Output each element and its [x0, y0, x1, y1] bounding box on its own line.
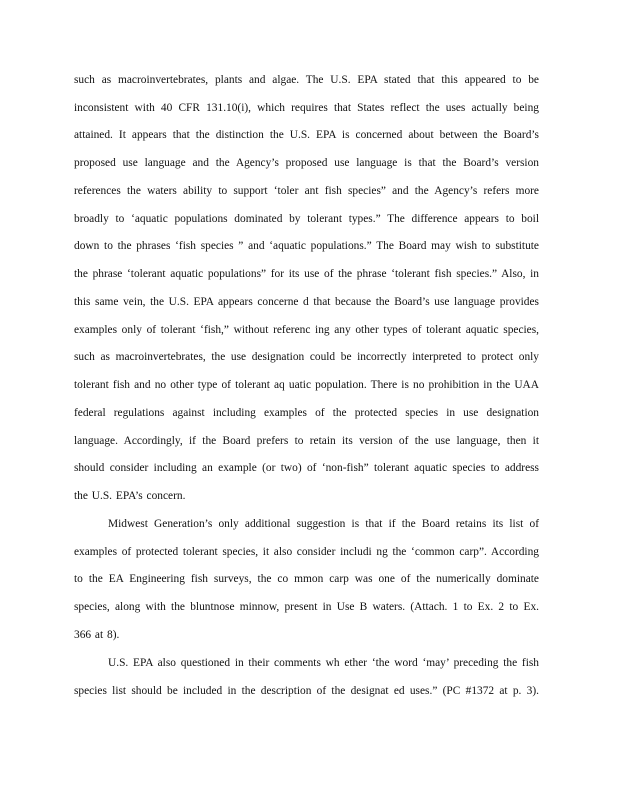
- text-line: should consider including an example (or two) of ‘non-fish” tolerant aquatic species to address: [74, 462, 539, 474]
- text-line: this same vein, the U.S. EPA appears concerne d that because the Board’s use language provides: [74, 296, 539, 308]
- text-line: 366 at 8).: [74, 629, 120, 641]
- text-line: federal regulations against including examples of the protected species in use designation: [74, 407, 539, 419]
- text-line: examples of protected tolerant species, it also consider includi ng the ‘common carp”. According: [74, 546, 539, 558]
- text-line: such as macroinvertebrates, plants and algae. The U.S. EPA stated that this appeared to be: [74, 74, 539, 86]
- text-line: language. Accordingly, if the Board prefers to retain its version of the use language, then it: [74, 435, 539, 447]
- text-line: the phrase ‘tolerant aquatic populations” for its use of the phrase ‘tolerant fish species.” Also, in: [74, 268, 539, 280]
- text-line: attained. It appears that the distinction the U.S. EPA is concerned about between the Board’s: [74, 129, 539, 141]
- text-line: tolerant fish and no other type of tolerant aq uatic population. There is no prohibition in the UAA: [74, 379, 539, 391]
- text-line: such as macroinvertebrates, the use designation could be incorrectly interpreted to protect only: [74, 351, 539, 363]
- text-line: references the waters ability to support ‘toler ant fish species” and the Agency’s refers more: [74, 185, 539, 197]
- text-line: proposed use language and the Agency’s proposed use language is that the Board’s version: [74, 157, 539, 169]
- text-line: the U.S. EPA’s concern.: [74, 490, 186, 502]
- text-line: broadly to ‘aquatic populations dominated by tolerant types.” The difference appears to boil: [74, 213, 539, 225]
- text-line: Midwest Generation’s only additional suggestion is that if the Board retains its list of: [108, 518, 539, 530]
- text-line: down to the phrases ‘fish species ” and ‘aquatic populations.” The Board may wish to substitute: [74, 240, 539, 252]
- text-line: species list should be included in the description of the designat ed uses.” (PC #1372 at p. 3).: [74, 685, 539, 697]
- text-line: inconsistent with 40 CFR 131.10(i), which requires that States reflect the uses actually being: [74, 102, 539, 114]
- text-line: to the EA Engineering fish surveys, the co mmon carp was one of the numerically dominate: [74, 573, 539, 585]
- text-line: species, along with the bluntnose minnow, present in Use B waters. (Attach. 1 to Ex. 2 to Ex.: [74, 601, 539, 613]
- text-line: U.S. EPA also questioned in their comments wh ether ‘the word ‘may’ preceding the fish: [108, 657, 539, 669]
- text-line: examples only of tolerant ‘fish,” without referenc ing any other types of tolerant aquatic species,: [74, 324, 539, 336]
